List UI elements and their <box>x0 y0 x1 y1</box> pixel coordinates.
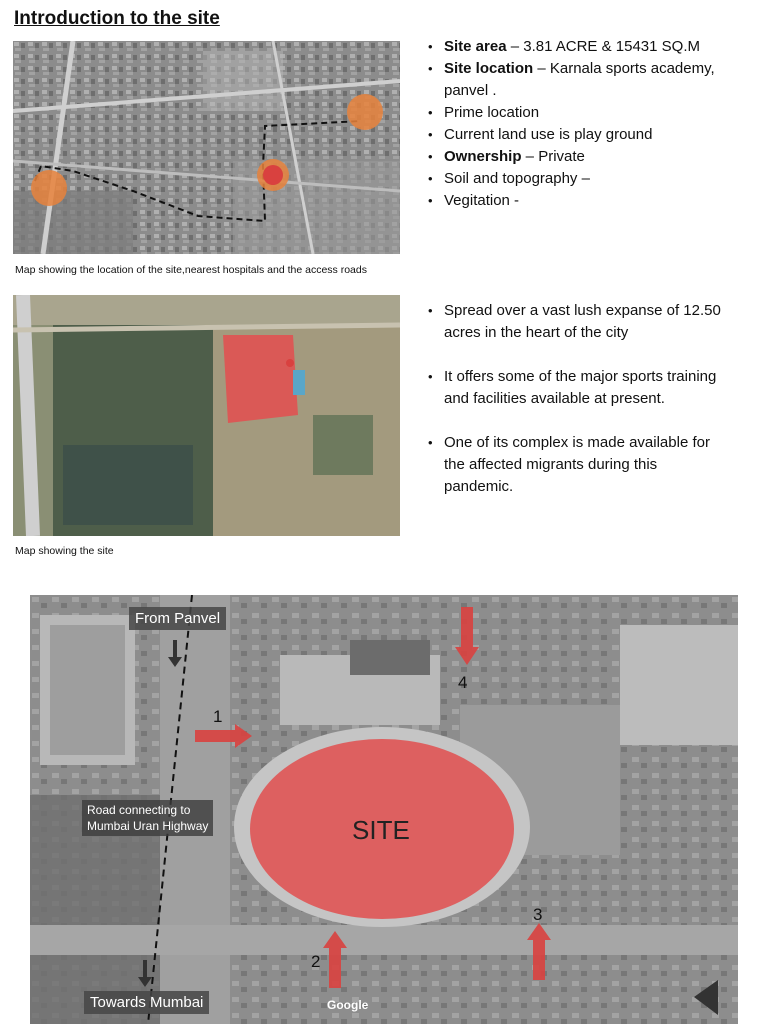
location-pin-icon <box>286 359 294 367</box>
location-map-caption: Map showing the location of the site,nearest hospitals and the access roads <box>15 264 367 276</box>
site-satellite-map <box>13 295 400 536</box>
access-number-2: 2 <box>311 952 321 971</box>
page-title: Introduction to the site <box>14 8 220 29</box>
list-item: • Vegitation - <box>424 190 744 212</box>
list-item: • Site location – Karnala sports academy, panvel . <box>424 58 744 102</box>
list-item: • Current land use is play ground <box>424 124 744 146</box>
list-item: • Spread over a vast lush expanse of 12.50 acres in the heart of the city <box>424 300 724 344</box>
hospital-marker <box>347 94 383 130</box>
site-description-list <box>424 300 724 520</box>
site-details-list <box>424 36 744 212</box>
towards-mumbai-label: Towards Mumbai <box>84 991 209 1014</box>
site-label: SITE <box>352 815 410 845</box>
road-label: Road connecting to Mumbai Uran Highway <box>82 800 213 836</box>
site-marker <box>223 335 298 423</box>
list-item: • One of its complex is made available for the affected migrants during this pandemic. <box>424 432 724 498</box>
site-map-caption: Map showing the site <box>15 545 114 557</box>
list-item: • Ownership – Private <box>424 146 744 168</box>
google-logo: Google <box>327 998 369 1012</box>
location-map <box>13 41 400 254</box>
from-panvel-label: From Panvel <box>129 607 226 630</box>
hospital-marker <box>31 170 67 206</box>
location-map-image <box>13 41 400 254</box>
list-item: • Prime location <box>424 102 744 124</box>
site-marker <box>263 165 283 185</box>
list-item: • Site area – 3.81 ACRE & 15431 SQ.M <box>424 36 744 58</box>
site-satellite-image <box>13 295 400 536</box>
access-number-4: 4 <box>458 673 468 692</box>
access-number-1: 1 <box>213 707 223 726</box>
list-item: • It offers some of the major sports training and facilities available at present. <box>424 366 724 410</box>
access-number-3: 3 <box>533 905 543 924</box>
list-item: • Soil and topography – <box>424 168 744 190</box>
site-access-map <box>30 595 738 1024</box>
